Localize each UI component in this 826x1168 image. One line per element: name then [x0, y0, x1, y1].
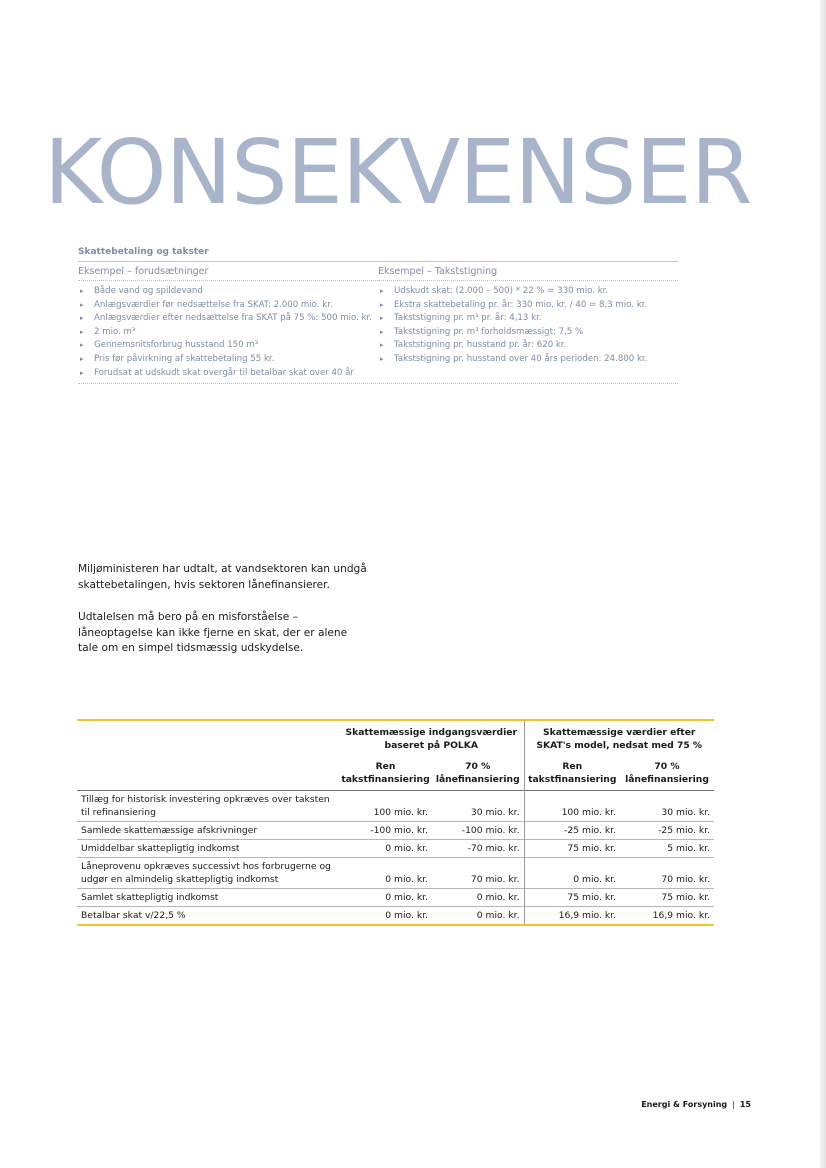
list-item: ▸ Takststigning pr. m³ pr. år: 4,13 kr. — [378, 312, 678, 326]
footer-separator: | — [732, 1100, 735, 1109]
list-item: ▸ Anlægsværdier før nedsættelse fra SKAT: 2.000 mio. kr. — [78, 299, 378, 313]
row-value: 0 mio. kr. — [432, 889, 524, 907]
list-item: ▸ Ekstra skattebetaling pr. år: 330 mio. kr. / 40 = 8,3 mio. kr. — [378, 299, 678, 313]
list-item: ▸ 2 mio. m³ — [78, 326, 378, 340]
row-value: 70 mio. kr. — [432, 858, 524, 889]
row-value: 0 mio. kr. — [432, 907, 524, 925]
row-value: 100 mio. kr. — [339, 791, 432, 822]
row-label: Tillæg for historisk investering opkræves over taksten til refinansiering — [77, 791, 339, 822]
row-value: 16,9 mio. kr. — [620, 907, 714, 925]
subheader-polka-loan: 70 % lånefinansiering — [435, 761, 520, 785]
tax-comparison-table — [77, 721, 714, 924]
page-title: KONSEKVENSER — [44, 120, 752, 224]
table-row — [77, 889, 714, 907]
row-label: Umiddelbar skattepligtig indkomst — [77, 840, 339, 858]
row-value: 0 mio. kr. — [339, 840, 432, 858]
tax-box-columns — [78, 261, 678, 380]
row-value: 100 mio. kr. — [524, 791, 620, 822]
row-label: Betalbar skat v/22,5 % — [77, 907, 339, 925]
row-label: Låneprovenu opkræves successivt hos forbrugerne og udgør en almindelig skattepligtig indkomst — [77, 858, 339, 889]
row-value: -100 mio. kr. — [432, 822, 524, 840]
statement-paragraph-1: Miljøministeren har udtalt, at vandsektoren kan undgå skattebetalingen, hvis sektoren lånefinansierer. — [78, 563, 367, 591]
table-row — [77, 791, 714, 822]
row-value: 75 mio. kr. — [524, 889, 620, 907]
row-value: 0 mio. kr. — [524, 858, 620, 889]
row-value: 30 mio. kr. — [432, 791, 524, 822]
assumptions-heading: Eksempel – forudsætninger — [78, 266, 378, 281]
list-item: ▸ Forudsat at udskudt skat overgår til betalbar skat over 40 år — [78, 367, 378, 381]
row-value: 0 mio. kr. — [339, 889, 432, 907]
row-value: 75 mio. kr. — [524, 840, 620, 858]
table-row — [77, 822, 714, 840]
tariff-increase-list — [378, 285, 678, 367]
tax-box-heading: Skattebetaling og takster — [78, 247, 209, 257]
publication-name: Energi & Forsyning — [641, 1100, 728, 1109]
list-item: ▸ Gennemsnitsforbrug husstand 150 m³ — [78, 339, 378, 353]
statement-paragraph-2: Udtalelsen må bero på en misforståelse – låneoptagelse kan ikke fjerne en skat, der er alene tale om en simpel tidsmæssig udskydelse. — [78, 611, 348, 655]
tariff-increase-column — [378, 262, 678, 380]
row-value: 16,9 mio. kr. — [524, 907, 620, 925]
list-item: ▸ Takststigning pr. husstand pr. år: 620 kr. — [378, 339, 678, 353]
tariff-increase-heading: Eksempel – Takststigning — [378, 266, 678, 281]
row-value: -25 mio. kr. — [524, 822, 620, 840]
row-value: 70 mio. kr. — [620, 858, 714, 889]
assumptions-column — [78, 262, 378, 380]
tax-example-box — [78, 247, 678, 384]
row-value: 5 mio. kr. — [620, 840, 714, 858]
minister-statement — [78, 562, 368, 674]
row-value: 0 mio. kr. — [339, 907, 432, 925]
group-header-skat: Skattemæssige værdier efter SKAT's model, nedsat med 75 % — [524, 721, 714, 756]
row-value: -100 mio. kr. — [339, 822, 432, 840]
row-value: -25 mio. kr. — [620, 822, 714, 840]
row-value: -70 mio. kr. — [432, 840, 524, 858]
table-corner — [77, 721, 339, 756]
row-label: Samlede skattemæssige afskrivninger — [77, 822, 339, 840]
list-item: ▸ Udskudt skat: (2.000 – 500) * 22 % = 330 mio. kr. — [378, 285, 678, 299]
page-footer — [641, 1100, 751, 1109]
row-value: 30 mio. kr. — [620, 791, 714, 822]
list-item: ▸ Både vand og spildevand — [78, 285, 378, 299]
list-item: ▸ Anlægsværdier efter nedsættelse fra SKAT på 75 %: 500 mio. kr. — [78, 312, 378, 326]
page-edge-shadow — [820, 0, 826, 1168]
page-number: 15 — [739, 1100, 751, 1109]
row-label: Samlet skattepligtig indkomst — [77, 889, 339, 907]
table-row — [77, 907, 714, 925]
table-corner-sub — [77, 756, 339, 791]
assumptions-list — [78, 285, 378, 380]
subheader-skat-loan: 70 % lånefinansiering — [625, 761, 709, 785]
list-item: ▸ Pris før påvirkning af skattebetaling 55 kr. — [78, 353, 378, 367]
row-value: 0 mio. kr. — [339, 858, 432, 889]
subheader-skat-tariff: Ren takstfinansiering — [524, 756, 620, 791]
group-header-polka: Skattemæssige indgangsværdier baseret på POLKA — [345, 727, 517, 751]
list-item: ▸ Takststigning pr. husstand over 40 års perioden: 24.800 kr. — [378, 353, 678, 367]
tax-comparison-table-wrap — [77, 719, 714, 926]
table-row — [77, 858, 714, 889]
tax-box-bottom-rule — [78, 383, 678, 384]
row-value: 75 mio. kr. — [620, 889, 714, 907]
subheader-polka-tariff: Ren takstfinansiering — [341, 761, 430, 785]
table-row — [77, 840, 714, 858]
list-item: ▸ Takststigning pr. m³ forholdsmæssigt: 7,5 % — [378, 326, 678, 340]
